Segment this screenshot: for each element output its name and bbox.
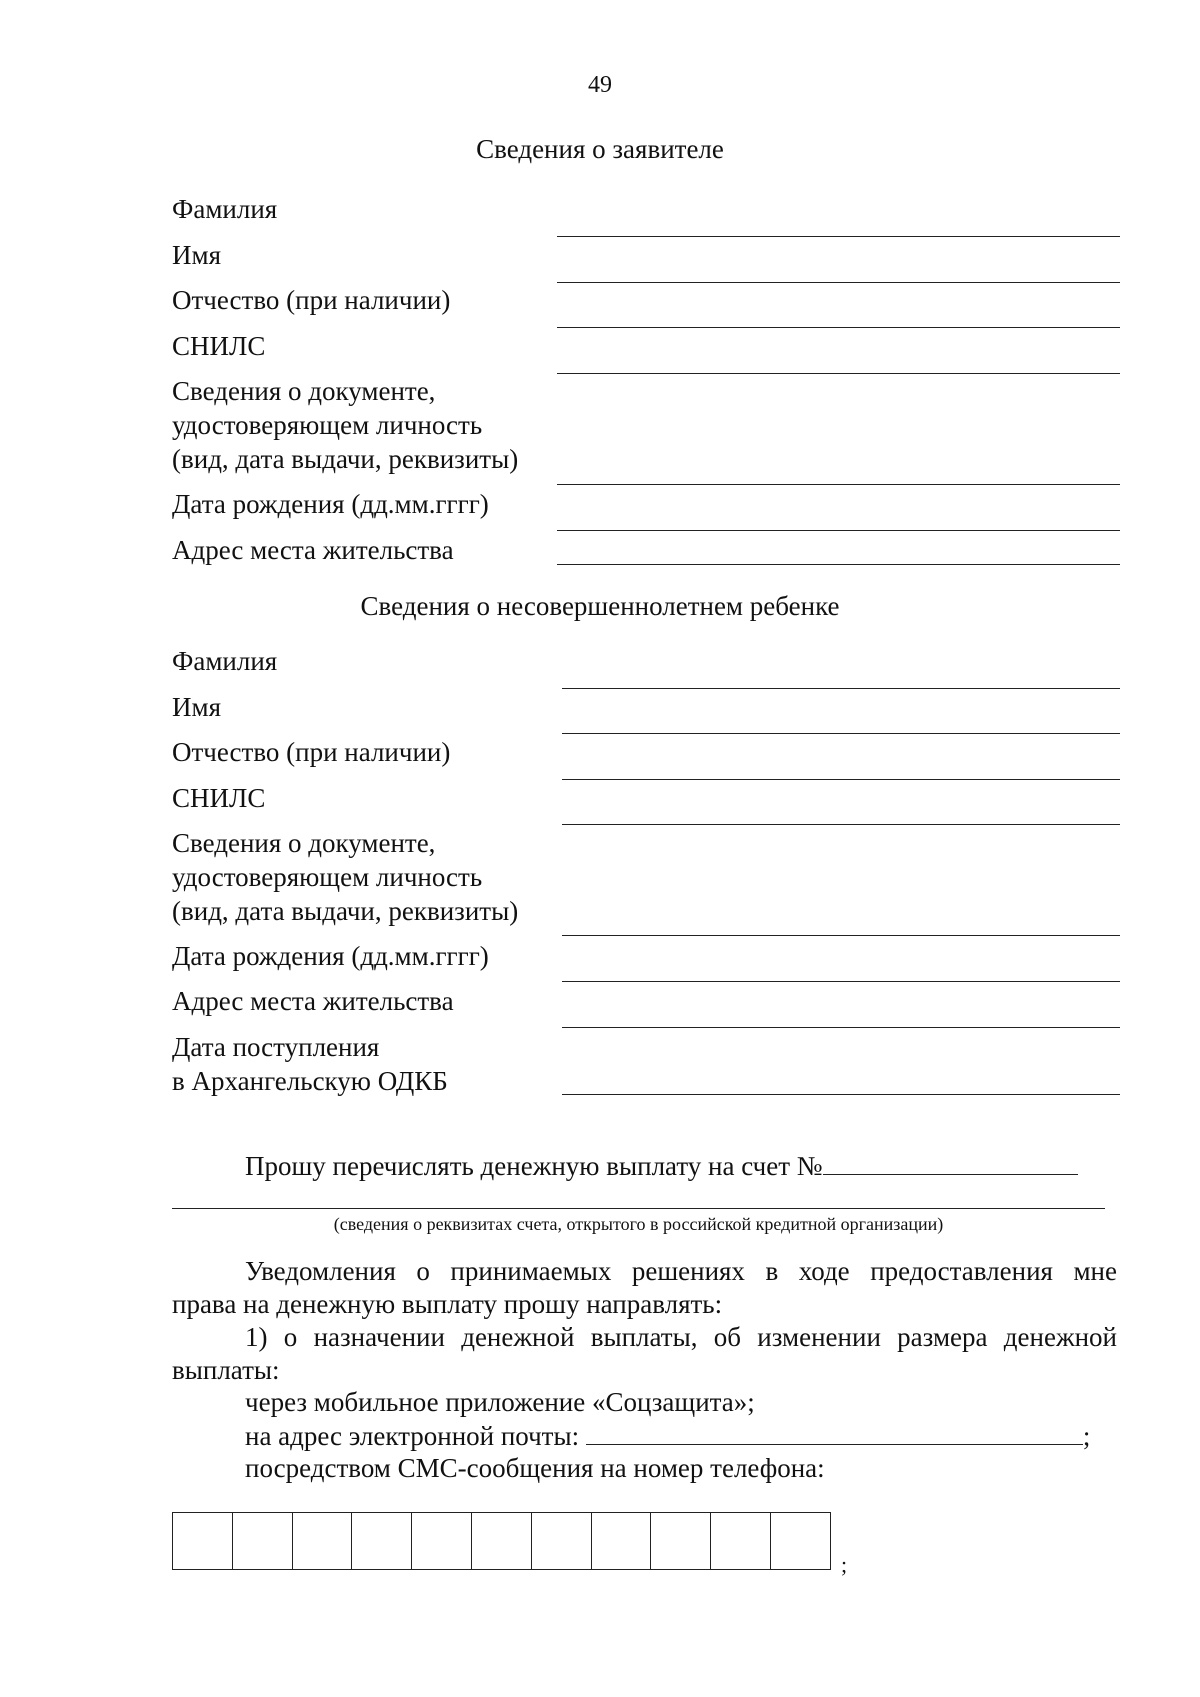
applicant-surname-label: Фамилия bbox=[172, 194, 278, 224]
phone-digit-box[interactable] bbox=[710, 1513, 770, 1569]
child-birth-date-label: Дата рождения (дд.мм.гггг) bbox=[172, 941, 489, 971]
child-patronymic-label: Отчество (при наличии) bbox=[172, 737, 451, 767]
notify-via-email-label: на адрес электронной почты: bbox=[245, 1421, 580, 1451]
child-id-doc-label-1: Сведения о документе, bbox=[172, 828, 436, 858]
child-surname-field[interactable] bbox=[562, 688, 1120, 689]
notify-via-sms-option: посредством СМС-сообщения на номер телефона: bbox=[245, 1453, 825, 1483]
child-name-field[interactable] bbox=[562, 733, 1120, 734]
phone-terminator: ; bbox=[841, 1552, 848, 1577]
phone-digit-box[interactable] bbox=[351, 1513, 411, 1569]
notifications-intro-line-2: права на денежную выплату прошу направлять: bbox=[172, 1289, 723, 1319]
phone-digit-box[interactable] bbox=[770, 1513, 830, 1569]
applicant-address-field[interactable] bbox=[557, 564, 1120, 565]
child-patronymic-field[interactable] bbox=[562, 779, 1120, 780]
applicant-id-doc-field[interactable] bbox=[557, 484, 1120, 485]
notifications-item1-line-1: 1) о назначении денежной выплаты, об изменении размера денежной bbox=[245, 1322, 1117, 1352]
applicant-patronymic-label: Отчество (при наличии) bbox=[172, 285, 451, 315]
notify-via-email-option bbox=[245, 1418, 1090, 1453]
account-details-field[interactable] bbox=[172, 1208, 1105, 1209]
email-field[interactable] bbox=[586, 1418, 1083, 1445]
child-admission-date-field[interactable] bbox=[562, 1094, 1120, 1095]
child-surname-label: Фамилия bbox=[172, 646, 278, 676]
applicant-id-doc-label-3: (вид, дата выдачи, реквизиты) bbox=[172, 444, 519, 474]
phone-digit-box[interactable] bbox=[531, 1513, 591, 1569]
applicant-id-doc-label-2: удостоверяющем личность bbox=[172, 410, 483, 440]
email-terminator: ; bbox=[1082, 1421, 1091, 1451]
child-address-field[interactable] bbox=[562, 1027, 1120, 1028]
payment-request-text: Прошу перечислять денежную выплату на счет № bbox=[245, 1151, 823, 1181]
applicant-id-doc-label-1: Сведения о документе, bbox=[172, 376, 436, 406]
notifications-intro-line-1: Уведомления о принимаемых решениях в ходе предоставления мне bbox=[245, 1256, 1117, 1286]
account-number-field[interactable] bbox=[823, 1148, 1078, 1175]
applicant-birth-date-label: Дата рождения (дд.мм.гггг) bbox=[172, 489, 489, 519]
notify-via-app-option: через мобильное приложение «Соцзащита»; bbox=[245, 1387, 755, 1417]
account-details-caption: (сведения о реквизитах счета, открытого в российской кредитной организации) bbox=[333, 1214, 944, 1234]
phone-digit-box[interactable] bbox=[591, 1513, 651, 1569]
child-snils-label: СНИЛС bbox=[172, 783, 266, 813]
child-birth-date-field[interactable] bbox=[562, 981, 1120, 982]
page-number: 49 bbox=[588, 72, 612, 98]
payment-request-line bbox=[245, 1148, 1078, 1183]
notifications-item1-line-2: выплаты: bbox=[172, 1355, 280, 1385]
child-admission-label-2: в Архангельскую ОДКБ bbox=[172, 1066, 448, 1096]
phone-number-field[interactable] bbox=[172, 1512, 831, 1570]
applicant-birth-date-field[interactable] bbox=[557, 530, 1120, 531]
child-id-doc-field[interactable] bbox=[562, 935, 1120, 936]
child-name-label: Имя bbox=[172, 692, 222, 722]
child-address-label: Адрес места жительства bbox=[172, 986, 454, 1016]
applicant-surname-field[interactable] bbox=[557, 236, 1120, 237]
phone-digit-box[interactable] bbox=[471, 1513, 531, 1569]
applicant-name-label: Имя bbox=[172, 240, 222, 270]
phone-digit-box[interactable] bbox=[173, 1513, 232, 1569]
applicant-name-field[interactable] bbox=[557, 282, 1120, 283]
applicant-patronymic-field[interactable] bbox=[557, 327, 1120, 328]
child-admission-label-1: Дата поступления bbox=[172, 1032, 380, 1062]
child-id-doc-label-3: (вид, дата выдачи, реквизиты) bbox=[172, 896, 519, 926]
phone-digit-box[interactable] bbox=[411, 1513, 471, 1569]
applicant-snils-field[interactable] bbox=[557, 373, 1120, 374]
phone-digit-box[interactable] bbox=[232, 1513, 292, 1569]
phone-digit-box[interactable] bbox=[650, 1513, 710, 1569]
child-snils-field[interactable] bbox=[562, 824, 1120, 825]
applicant-snils-label: СНИЛС bbox=[172, 331, 266, 361]
child-id-doc-label-2: удостоверяющем личность bbox=[172, 862, 483, 892]
applicant-address-label: Адрес места жительства bbox=[172, 535, 454, 565]
child-heading: Сведения о несовершеннолетнем ребенке bbox=[360, 591, 840, 621]
phone-digit-box[interactable] bbox=[292, 1513, 352, 1569]
applicant-heading: Сведения о заявителе bbox=[476, 134, 724, 164]
